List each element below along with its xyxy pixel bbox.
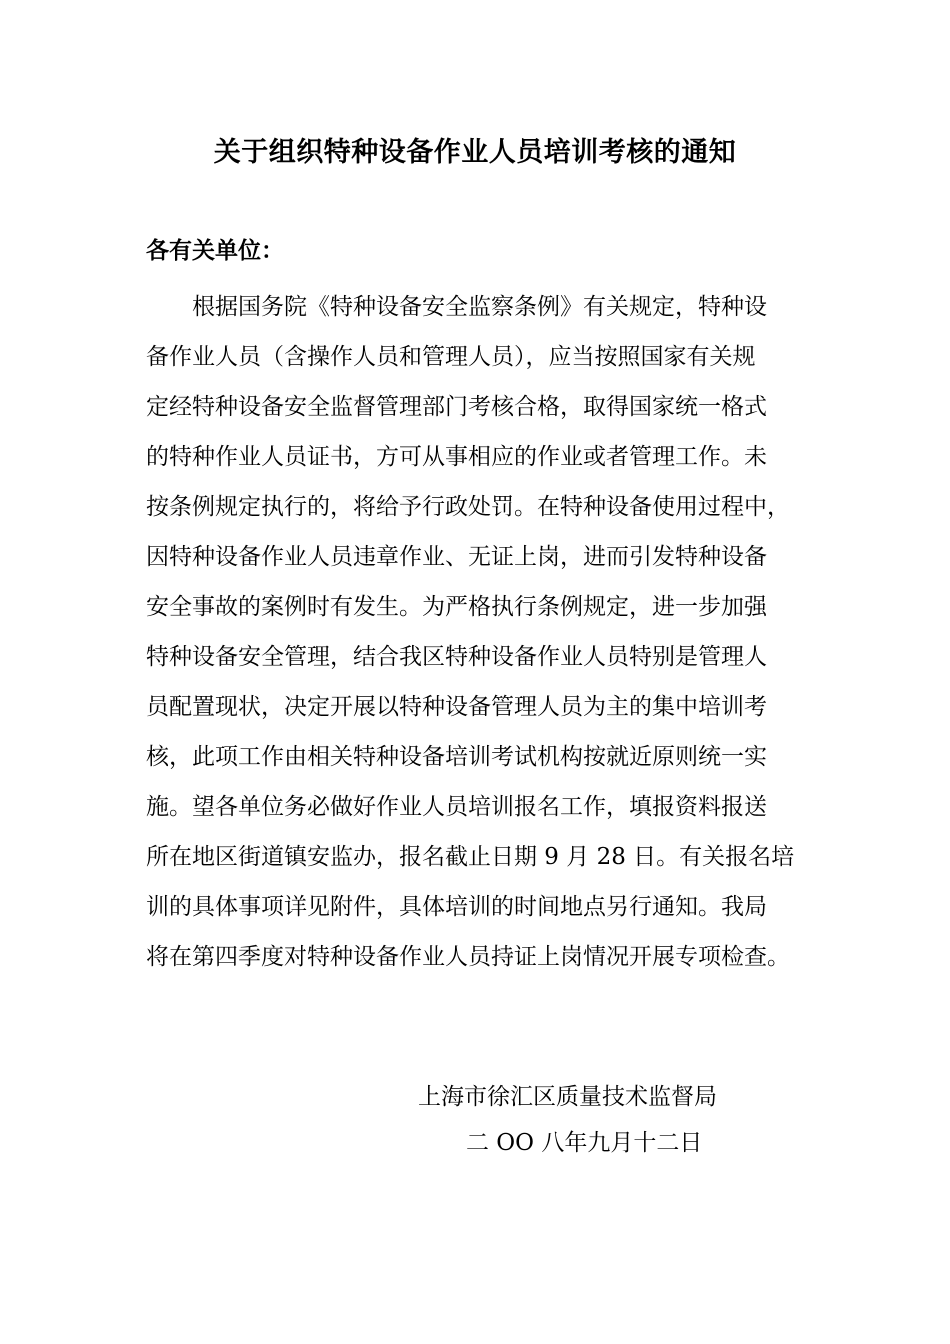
salutation: 各有关单位： <box>146 237 284 264</box>
body-line: 训的具体事项详见附件，具体培训的时间地点另行通知。我局 <box>146 894 767 920</box>
body-line: 安全事故的案例时有发生。为严格执行条例规定，进一步加强 <box>146 594 767 620</box>
body-line: 核，此项工作由相关特种设备培训考试机构按就近原则统一实 <box>146 744 767 770</box>
body-line: 施。望各单位务必做好作业人员培训报名工作，填报资料报送 <box>146 794 767 820</box>
body-line: 员配置现状，决定开展以特种设备管理人员为主的集中培训考 <box>146 694 767 720</box>
body-line: 特种设备安全管理，结合我区特种设备作业人员特别是管理人 <box>146 644 767 670</box>
body-line: 备作业人员（含操作人员和管理人员），应当按照国家有关规 <box>146 344 756 370</box>
body-line: 所在地区街道镇安监办，报名截止日期 9 月 28 日。有关报名培 <box>146 844 795 870</box>
issue-date: 二 OO 八年九月十二日 <box>466 1130 703 1156</box>
notice-body <box>146 282 836 982</box>
body-line: 按条例规定执行的，将给予行政处罚。在特种设备使用过程中， <box>146 494 790 520</box>
body-line: 因特种设备作业人员违章作业、无证上岗，进而引发特种设备 <box>146 544 767 570</box>
document-title: 关于组织特种设备作业人员培训考核的通知 <box>213 137 737 168</box>
issuing-organization: 上海市徐汇区质量技术监督局 <box>418 1084 717 1110</box>
body-line: 定经特种设备安全监督管理部门考核合格，取得国家统一格式 <box>146 394 767 420</box>
signature-block <box>418 1074 758 1166</box>
body-line: 的特种作业人员证书，方可从事相应的作业或者管理工作。未 <box>146 444 767 470</box>
body-line: 将在第四季度对特种设备作业人员持证上岗情况开展专项检查。 <box>146 944 790 970</box>
body-line: 根据国务院《特种设备安全监察条例》有关规定，特种设 <box>192 294 767 320</box>
